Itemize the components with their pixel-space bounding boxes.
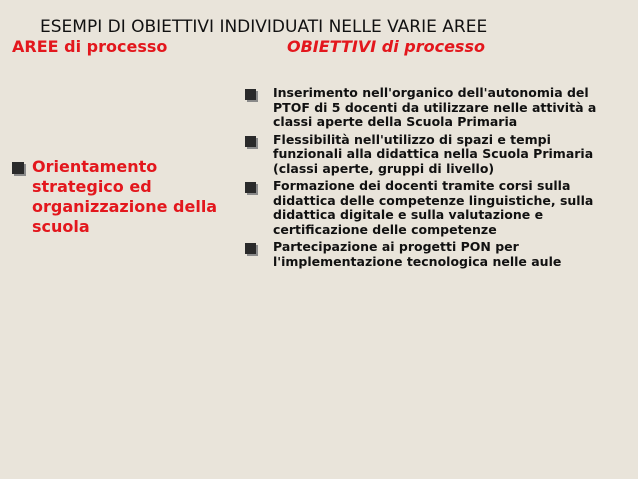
area-item — [12, 157, 222, 237]
page-title: ESEMPI DI OBIETTIVI INDIVIDUATI NELLE VARIE AREE — [40, 17, 488, 37]
square-bullet-icon — [245, 89, 256, 100]
objectives-list — [245, 86, 617, 272]
objective-item — [245, 240, 617, 269]
areas-heading: AREE di processo — [12, 37, 168, 56]
area-item-text: Orientamento strategico ed organizzazione della scuola — [32, 157, 218, 236]
objective-item — [245, 179, 617, 237]
objective-item-text: Formazione dei docenti tramite corsi sulla didattica delle competenze linguistiche, sulla didattica digitale e sulla valutazione e certificazione delle competenze — [273, 178, 594, 237]
objective-item — [245, 86, 617, 130]
objective-item-text: Inserimento nell'organico dell'autonomia del PTOF di 5 docenti da utilizzare nelle attività a classi aperte della Scuola Primaria — [273, 85, 597, 129]
square-bullet-icon — [245, 243, 256, 254]
objectives-heading: OBIETTIVI di processo — [287, 37, 485, 56]
objective-item-text: Partecipazione ai progetti PON per l'implementazione tecnologica nelle aule — [273, 239, 562, 269]
objective-item-text: Flessibilità nell'utilizzo di spazi e tempi funzionali alla didattica nella Scuola Primaria (classi aperte, gruppi di livello) — [273, 131, 594, 176]
square-bullet-icon — [245, 182, 256, 193]
objective-item — [245, 133, 617, 177]
areas-list — [12, 157, 222, 237]
square-bullet-icon — [12, 162, 24, 174]
square-bullet-icon — [245, 136, 256, 147]
